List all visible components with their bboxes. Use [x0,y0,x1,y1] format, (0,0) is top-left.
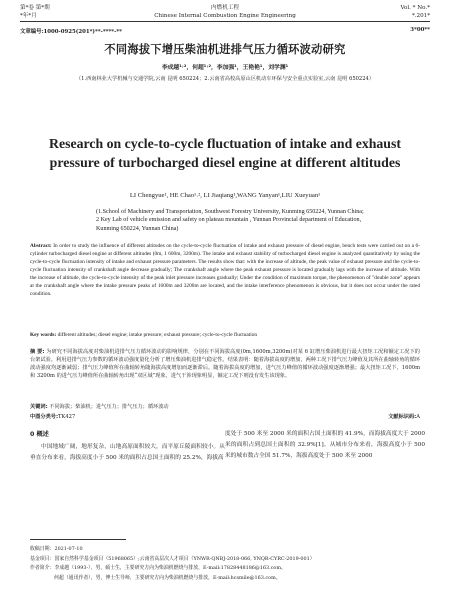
volume-en: Vol. * No.* [400,5,430,11]
footnote-author: 作者简介：李成越（1993-），男，硕士生，主要研究方向为柴油机燃烧与排放，E-mail:17828448186@163.com。 [30,565,286,572]
doc-code [388,413,420,420]
footnote-corresponding: 何超（通讯作者），男，博士生导师，主要研究方向为柴油机燃烧与排放，E-mail:hcsmile@163.com。 [54,574,281,581]
keywords-en [30,332,420,339]
title-zh: 不同海拔下增压柴油机进排气压力循环波动研究 [104,43,346,56]
cls-label: 中图分类号: [30,414,59,420]
abstract-zh-text: 为研究不同海拔高度对柴油机进排气压力循环波动的影响规律，分别在不同海拔高度(0m,1600m,3200m)对某 6 缸增压柴油机进行最大扭矩工况和额定工况下的台架试验。利用进排气压力参数的循环波动强度量化分析了增压柴油机进排气稳定性。结果表明：随着海拔高度的增加，两种工况下排气压力峰值及其所在曲轴转角的循环波动强度均逐渐减弱；排气压力峰值所在曲轴转角随海拔高度增加而逐渐滞后。随着海拔高度的增加，进气压力峰值的循环波动强度逐渐增强；最大扭矩工况下，1600m 和 3200m 的进气压力峰值所在曲轴转角出现“双区域”现象，进气干涉现象明显，额定工况下则没有发生该现象。 [30,349,420,379]
doc-value: A [416,414,420,420]
volume-zh: 第*卷 第*期 [20,5,50,11]
footnotes [30,545,420,583]
article-number: 文章编号:1000-0925(201*)**-****-** [20,29,122,35]
body-text-left: 中国地域广阔，地形复杂，山地高原面积较大，而平原丘陵面积较小。从垂直分布来看，海拔高度小于 500 米的面积占总国土面积的 25.2%，海拔高 [30,444,225,462]
abstract-zh [30,349,420,380]
footnote-rule [30,539,126,540]
keywords-label: Key words: [30,332,57,338]
article-meta [20,27,430,35]
title-en: Research on cycle-to-cycle fluctuation of intake and exhaust pressure of turbocharged diesel engine at different altitudes [49,136,401,170]
section-heading: 0 概述 [30,431,49,438]
abstract-text: In order to study the influence of different altitudes on the cycle-to-cycle fluctuation of intake and exhaust pressure of diesel engine, bench tests were carried out on a 6-cylinder turbocharged diesel engine at different altitudes (0m, 1 600m, 3200m). The intake and exhaust stability of turbocharged diesel engine is analyzed quantitatively by using the cycle-to-cycle fluctuation intensity of intake and exhaust pressure parameters. The results show that: with the increase of altitude, the peak value of exhaust pressure and the cycle-to-cycle fluctuation intensity of crankshaft angle decrease gradually; The crankshaft angle where the peak exhaust pressure is located gradually lags with the increase of altitude. With the increase of altitude, the cycle-to-cycle intensity of the peak inlet pressure increases gradually; Under the condition of maximum torque, the phenomenon of "double zone" appears at the crankshaft angle where the intake pressure peaks of 1600m and 3200m are located, and the intake interference phenomenon is obvious, but it does not occur under the rated condition. [30,243,420,298]
abstract-en [30,242,420,298]
footnote-fund: 基金项目：国家自然科学基金项目（51968065）;云南省高层次人才项目（YNWR-QNBJ-2018-066, YNQR-CYRC-2019-001） [30,555,315,562]
affiliation-zh: （1.西南林业大学机械与交通学院,云南 昆明 650224；2.云南省高校高原山区机动车环保与安全重点实验室,云南 昆明 650224） [75,76,375,82]
classification [30,413,420,420]
footnote-received: 收稿日期：2021-07-10 [30,546,83,552]
keywords-zh [30,404,420,411]
cls-value: TK427 [58,414,76,420]
keywords-zh-text: 不同海拔；柴油机；进气压力；排气压力；循环波动 [49,404,169,410]
keywords-zh-label: 关键词: [30,404,48,410]
body-text-right: 度处于 500 米至 2000 米的面积占国土面积的 41.9%，而海拔高度大于 2000 米的面积占到总国土面积的 32.9%[1]。从城市分布来看，海拔高度小于 500 米的城市数占全国 51.7%，海拔高度处于 500 米至 2000 [225,431,425,460]
journal-name-en: Chinese Internal Combustion Engine Engineering [154,13,296,19]
body-column-right [225,429,425,463]
abstract-zh-label: 摘 要: [30,349,45,355]
journal-name-zh: 内燃机工程 [211,5,239,11]
keywords-text: different altitudes; diesel engine; intake pressure; exhaust pressure; cycle-to-cycle fluctuation [57,332,258,338]
doc-label: 文献标识码: [388,414,417,420]
authors-en: LI Chengyue¹, HE Chao¹˒², LI Jiaqiang¹,WANG Yanyan¹,LIU Xueyuan¹ [129,192,321,199]
body-column-left [30,429,225,464]
article-code: 3*00** [410,27,430,33]
date-en: *.201* [411,13,430,19]
authors-zh: 李成越¹˒²，何超¹˒²，李加强¹，王艳艳¹，刘学渊¹ [161,65,289,71]
header-rule [20,21,430,22]
date-zh: *年*月 [20,13,37,19]
affiliation-en: (1.School of Machinery and Transportation, Southwest Forestry University, Kunming 650224, Yunnan China; 2 Key Lab of vehicle emission and safety on plateau mountain , Yunnan Provincial department of Education, Kunming 650224, Yunnan China) [96,209,364,232]
abstract-label: Abstract: [30,243,52,249]
